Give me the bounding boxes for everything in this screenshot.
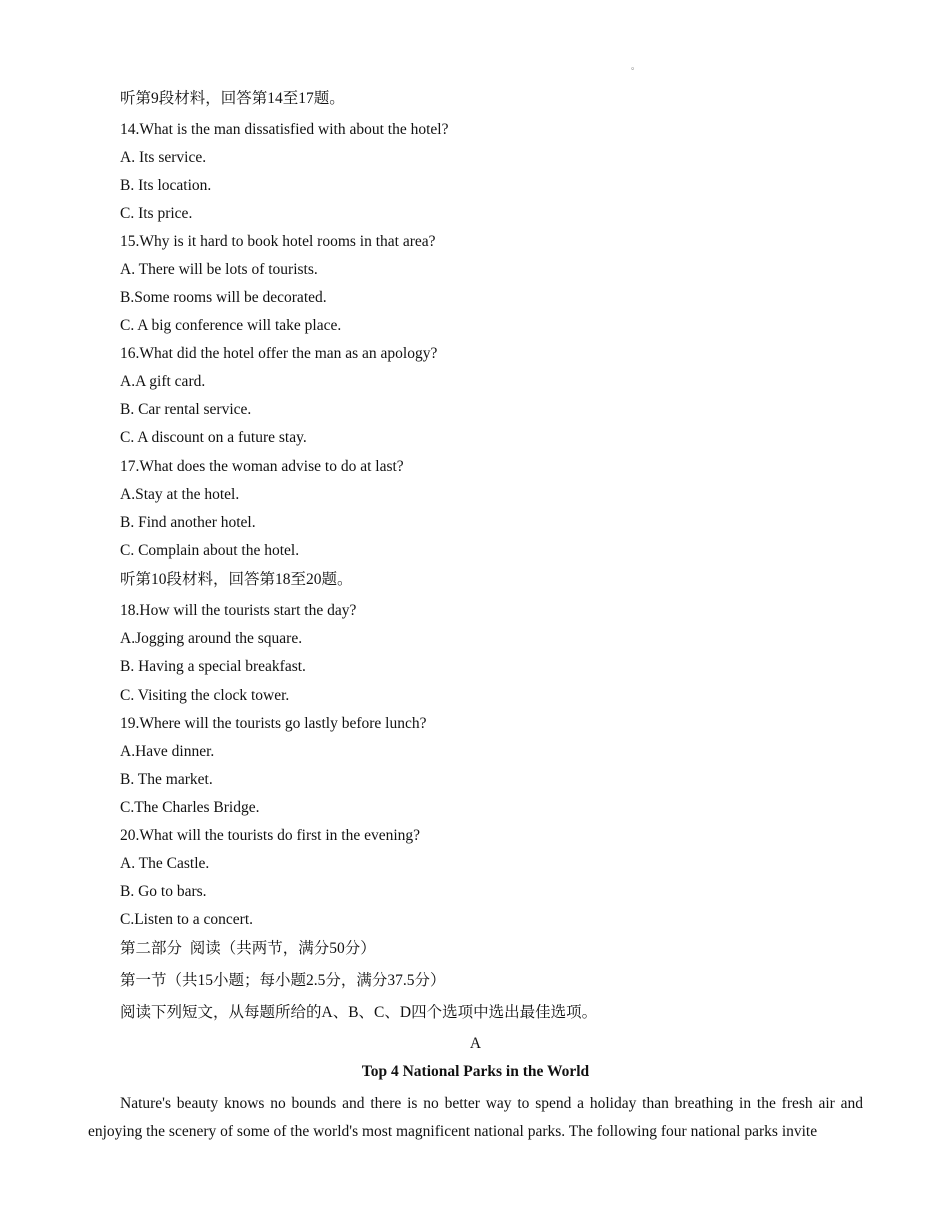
question-17-stem: 17.What does the woman advise to do at last? <box>120 458 404 475</box>
question-19-option-a: A.Have dinner. <box>120 743 215 760</box>
question-16-stem: 16.What did the hotel offer the man as an apology? <box>120 345 438 362</box>
question-17-option-b: B. Find another hotel. <box>120 514 256 531</box>
question-16-option-c: C. A discount on a future stay. <box>120 429 307 446</box>
passage-letter: A <box>469 1035 482 1052</box>
section10-instruction: 听第10段材料，回答第18至20题。 <box>120 571 353 588</box>
question-16-option-a: A.A gift card. <box>120 373 206 390</box>
header-mark: 。 <box>631 61 641 71</box>
question-20-stem: 20.What will the tourists do first in the evening? <box>120 827 421 844</box>
question-18-option-b: B. Having a special breakfast. <box>120 658 306 675</box>
question-18-stem: 18.How will the tourists start the day? <box>120 602 357 619</box>
question-14-option-c: C. Its price. <box>120 205 193 222</box>
question-18-option-a: A.Jogging around the square. <box>120 630 303 647</box>
section9-instruction: 听第9段材料，回答第14至17题。 <box>120 90 345 107</box>
part2-heading: 第二部分 阅读（共两节，满分50分） <box>120 940 376 957</box>
question-20-option-c: C.Listen to a concert. <box>120 911 253 928</box>
part2-instruction: 阅读下列短文，从每题所给的A、B、C、D四个选项中选出最佳选项。 <box>120 1004 598 1021</box>
question-16-option-b: B. Car rental service. <box>120 401 252 418</box>
question-15-option-a: A. There will be lots of tourists. <box>120 261 318 278</box>
question-19-option-b: B. The market. <box>120 771 213 788</box>
question-15-option-b: B.Some rooms will be decorated. <box>120 289 327 306</box>
question-18-option-c: C. Visiting the clock tower. <box>120 687 290 704</box>
passage-paragraph: Nature's beauty knows no bounds and there is no better way to spend a holiday than breathing in the fresh air and enjoying the scenery of some of the world's most magnificent national parks. The following four national parks invite <box>88 1095 863 1140</box>
question-14-option-b: B. Its location. <box>120 177 212 194</box>
question-17-option-a: A.Stay at the hotel. <box>120 486 240 503</box>
question-19-option-c: C.The Charles Bridge. <box>120 799 260 816</box>
question-20-option-a: A. The Castle. <box>120 855 210 872</box>
question-19-stem: 19.Where will the tourists go lastly before lunch? <box>120 715 427 732</box>
question-14-stem: 14.What is the man dissatisfied with about the hotel? <box>120 121 449 138</box>
passage-title: Top 4 National Parks in the World <box>361 1063 590 1080</box>
question-14-option-a: A. Its service. <box>120 149 207 166</box>
question-15-option-c: C. A big conference will take place. <box>120 317 342 334</box>
question-15-stem: 15.Why is it hard to book hotel rooms in that area? <box>120 233 436 250</box>
question-17-option-c: C. Complain about the hotel. <box>120 542 300 559</box>
question-20-option-b: B. Go to bars. <box>120 883 207 900</box>
part2-section1-heading: 第一节（共15小题；每小题2.5分，满分37.5分） <box>120 972 446 989</box>
